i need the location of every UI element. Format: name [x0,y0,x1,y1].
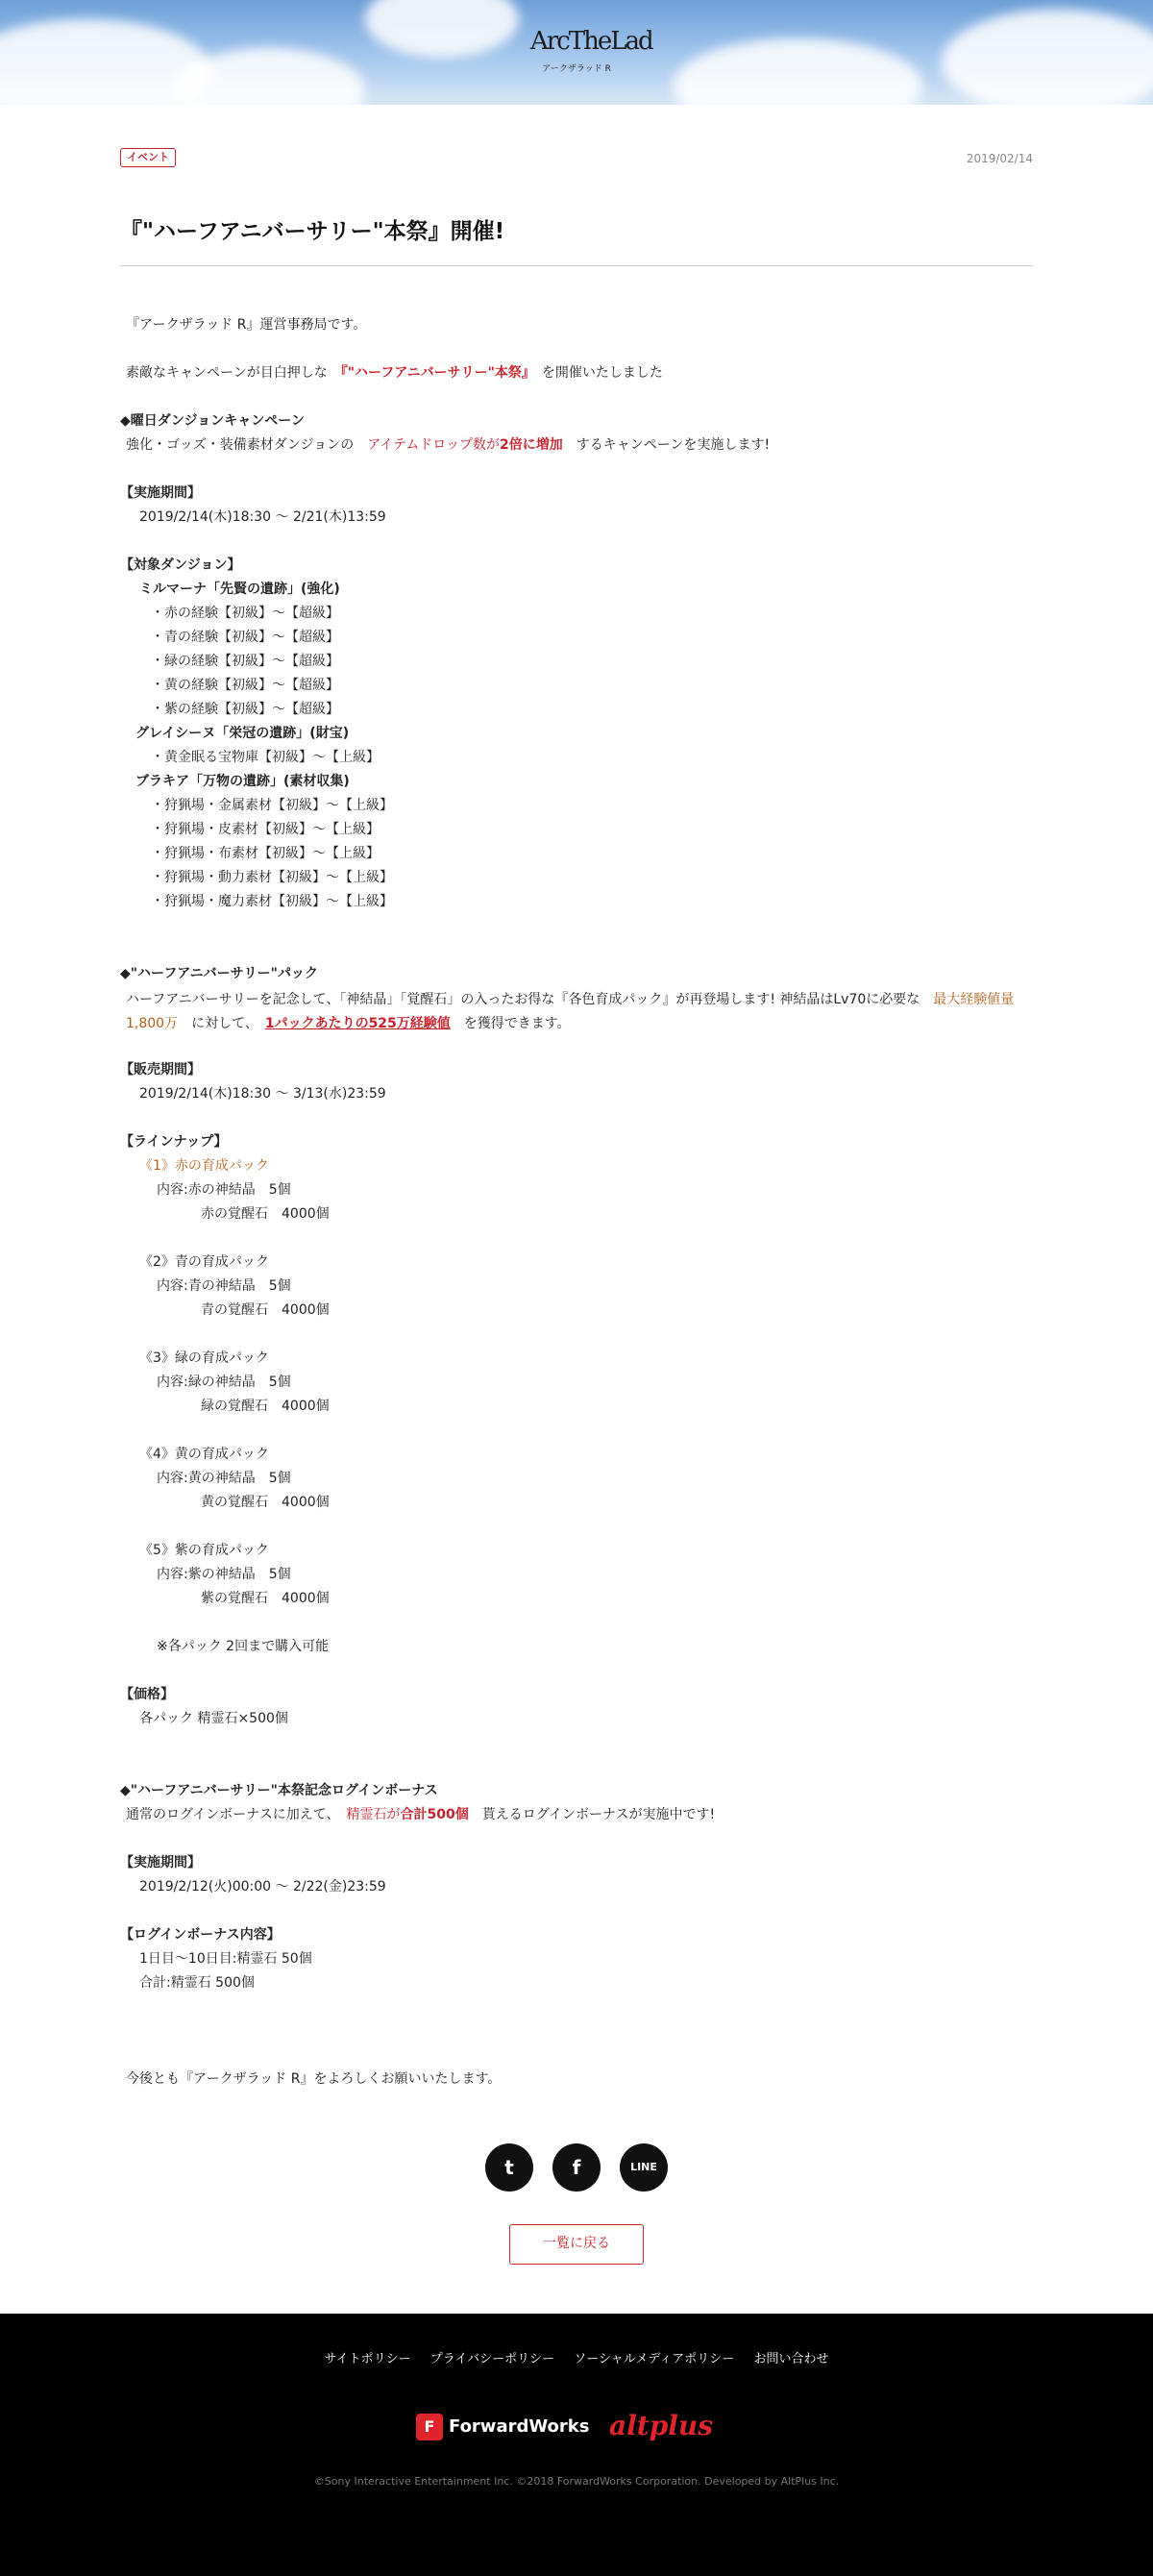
footer-link-site-policy[interactable]: サイトポリシー [324,2352,411,2366]
period-label: 【実施期間】 [120,1855,201,1870]
lead-text: 素敵なキャンペーンが目白押しな 『"ハーフアニバーサリー"本祭』 を開催いたしました [126,365,663,381]
facebook-share-button[interactable] [552,2143,601,2192]
pack-content: 青の覚醒石 4000個 [201,1302,330,1318]
pack-content: 内容:赤の神結晶 5個 [157,1182,291,1198]
line-share-button[interactable] [620,2143,668,2192]
period-label: 【実施期間】 [120,485,201,501]
logo-text: ArcTheLad [530,27,652,56]
list-item: ・紫の経験【初級】〜【超級】 [151,702,339,717]
price-label: 【価格】 [120,1687,174,1702]
footer-link-privacy-policy[interactable]: プライバシーポリシー [429,2352,555,2366]
title-divider [120,265,1033,266]
list-item: ・緑の経験【初級】〜【超級】 [151,654,339,669]
altplus-logo[interactable]: altplus [609,2410,714,2441]
list-item: ・狩猟場・布素材【初級】〜【上級】 [151,846,380,861]
period-label: 【販売期間】 [120,1062,201,1077]
list-item: ・黄金眠る宝物庫【初級】〜【上級】 [151,750,380,765]
list-item: ・青の経験【初級】〜【超級】 [151,630,339,645]
price-value: 各パック 精霊石×500個 [139,1711,288,1726]
logo-subtitle: アークザラッド R [542,64,611,74]
list-item: ・狩猟場・金属素材【初級】〜【上級】 [151,798,393,813]
footer-links [0,2348,1153,2366]
section-heading: ◆"ハーフアニバーサリー"本祭記念ログインボーナス [120,1783,438,1798]
bonus-content: 合計:精霊石 500個 [139,1975,255,1991]
forwardworks-logo[interactable] [416,2414,590,2440]
list-item: ・狩猟場・皮素材【初級】〜【上級】 [151,822,380,837]
bonus-content: 1日目〜10日目:精霊石 50個 [139,1951,312,1967]
purchase-note: ※各パック 2回まで購入可能 [157,1639,330,1654]
intro-text: 『アークザラッド R』運営事務局です。 [126,317,367,333]
list-item: ・狩猟場・魔力素材【初級】〜【上級】 [151,894,393,909]
section-text: ハーフアニバーサリーを記念して、「神結晶」「覚醒石」の入ったお得な『各色育成パック』が再登場します! 神結晶はLv70に必要な 最大経験値量1,800万 に対して、 1パックあたりの525万経験値 を獲得できます。 [126,992,1015,1031]
post-date: 2019/02/14 [966,152,1033,165]
footer-link-contact[interactable]: お問い合わせ [753,2352,829,2366]
period-value: 2019/2/14(木)18:30 〜 3/13(水)23:59 [139,1086,386,1102]
dungeon-group: ブラキア「万物の遺跡」(素材収集) [135,774,350,789]
pack-content: 内容:黄の神結晶 5個 [157,1471,291,1486]
line-icon: LINE [630,2161,657,2173]
section-text: 通常のログインボーナスに加えて、 精霊石が合計500個 貰えるログインボーナスが実施中です! [126,1807,716,1822]
pack-content: 内容:紫の神結晶 5個 [157,1567,291,1582]
category-badge: イベント [120,148,176,167]
pack-name: 《4》黄の育成パック [139,1447,269,1462]
dungeon-group: グレイシーヌ「栄冠の遺跡」(財宝) [135,726,350,741]
list-item: ・赤の経験【初級】〜【超級】 [151,606,339,621]
copyright: ©Sony Interactive Entertainment Inc. ©2018 ForwardWorks Corporation. Developed by AltPlus Inc. [313,2475,840,2488]
twitter-icon: t [504,2156,514,2179]
pack-name: 《1》赤の育成パック [139,1158,269,1174]
pack-name: 《2》青の育成パック [139,1254,269,1270]
twitter-share-button[interactable] [485,2143,533,2192]
section-text: 強化・ゴッズ・装備素材ダンジョンの アイテムドロップ数が2倍に増加 するキャンペーンを実施します! [126,437,771,453]
pack-content: 内容:緑の神結晶 5個 [157,1375,291,1390]
forwardworks-icon: F [416,2414,443,2440]
period-value: 2019/2/12(火)00:00 〜 2/22(金)23:59 [139,1879,386,1895]
section-heading: ◆"ハーフアニバーサリー"パック [120,966,318,981]
target-label: 【対象ダンジョン】 [120,557,241,573]
header-banner [0,0,1153,105]
bonus-content-label: 【ログインボーナス内容】 [120,1927,281,1943]
site-logo[interactable] [530,8,652,100]
dungeon-group: ミルマーナ「先賢の遺跡」(強化) [139,582,340,597]
pack-content: 内容:青の神結晶 5個 [157,1278,291,1294]
list-item: ・黄の経験【初級】〜【超級】 [151,678,339,693]
pack-content: 黄の覚醒石 4000個 [201,1495,330,1510]
pack-content: 紫の覚醒石 4000個 [201,1591,330,1606]
back-to-list-button[interactable]: 一覧に戻る [509,2224,644,2265]
section-heading: ◆曜日ダンジョンキャンペーン [120,413,305,429]
forwardworks-label: ForwardWorks [449,2416,590,2437]
period-value: 2019/2/14(木)18:30 〜 2/21(木)13:59 [139,509,386,525]
pack-name: 《3》緑の育成パック [139,1350,269,1366]
pack-name: 《5》紫の育成パック [139,1543,269,1558]
pack-content: 赤の覚醒石 4000個 [201,1206,330,1222]
lineup-label: 【ラインナップ】 [120,1134,228,1150]
closing-text: 今後とも『アークザラッド R』をよろしくお願いいたします。 [126,2071,502,2087]
footer-link-social-media-policy[interactable]: ソーシャルメディアポリシー [574,2352,735,2366]
page-title: 『"ハーフアニバーサリー"本祭』開催! [120,219,505,244]
pack-content: 緑の覚醒石 4000個 [201,1399,330,1414]
list-item: ・狩猟場・動力素材【初級】〜【上級】 [151,870,393,885]
footer [0,2314,1153,2576]
facebook-icon: f [572,2156,581,2179]
